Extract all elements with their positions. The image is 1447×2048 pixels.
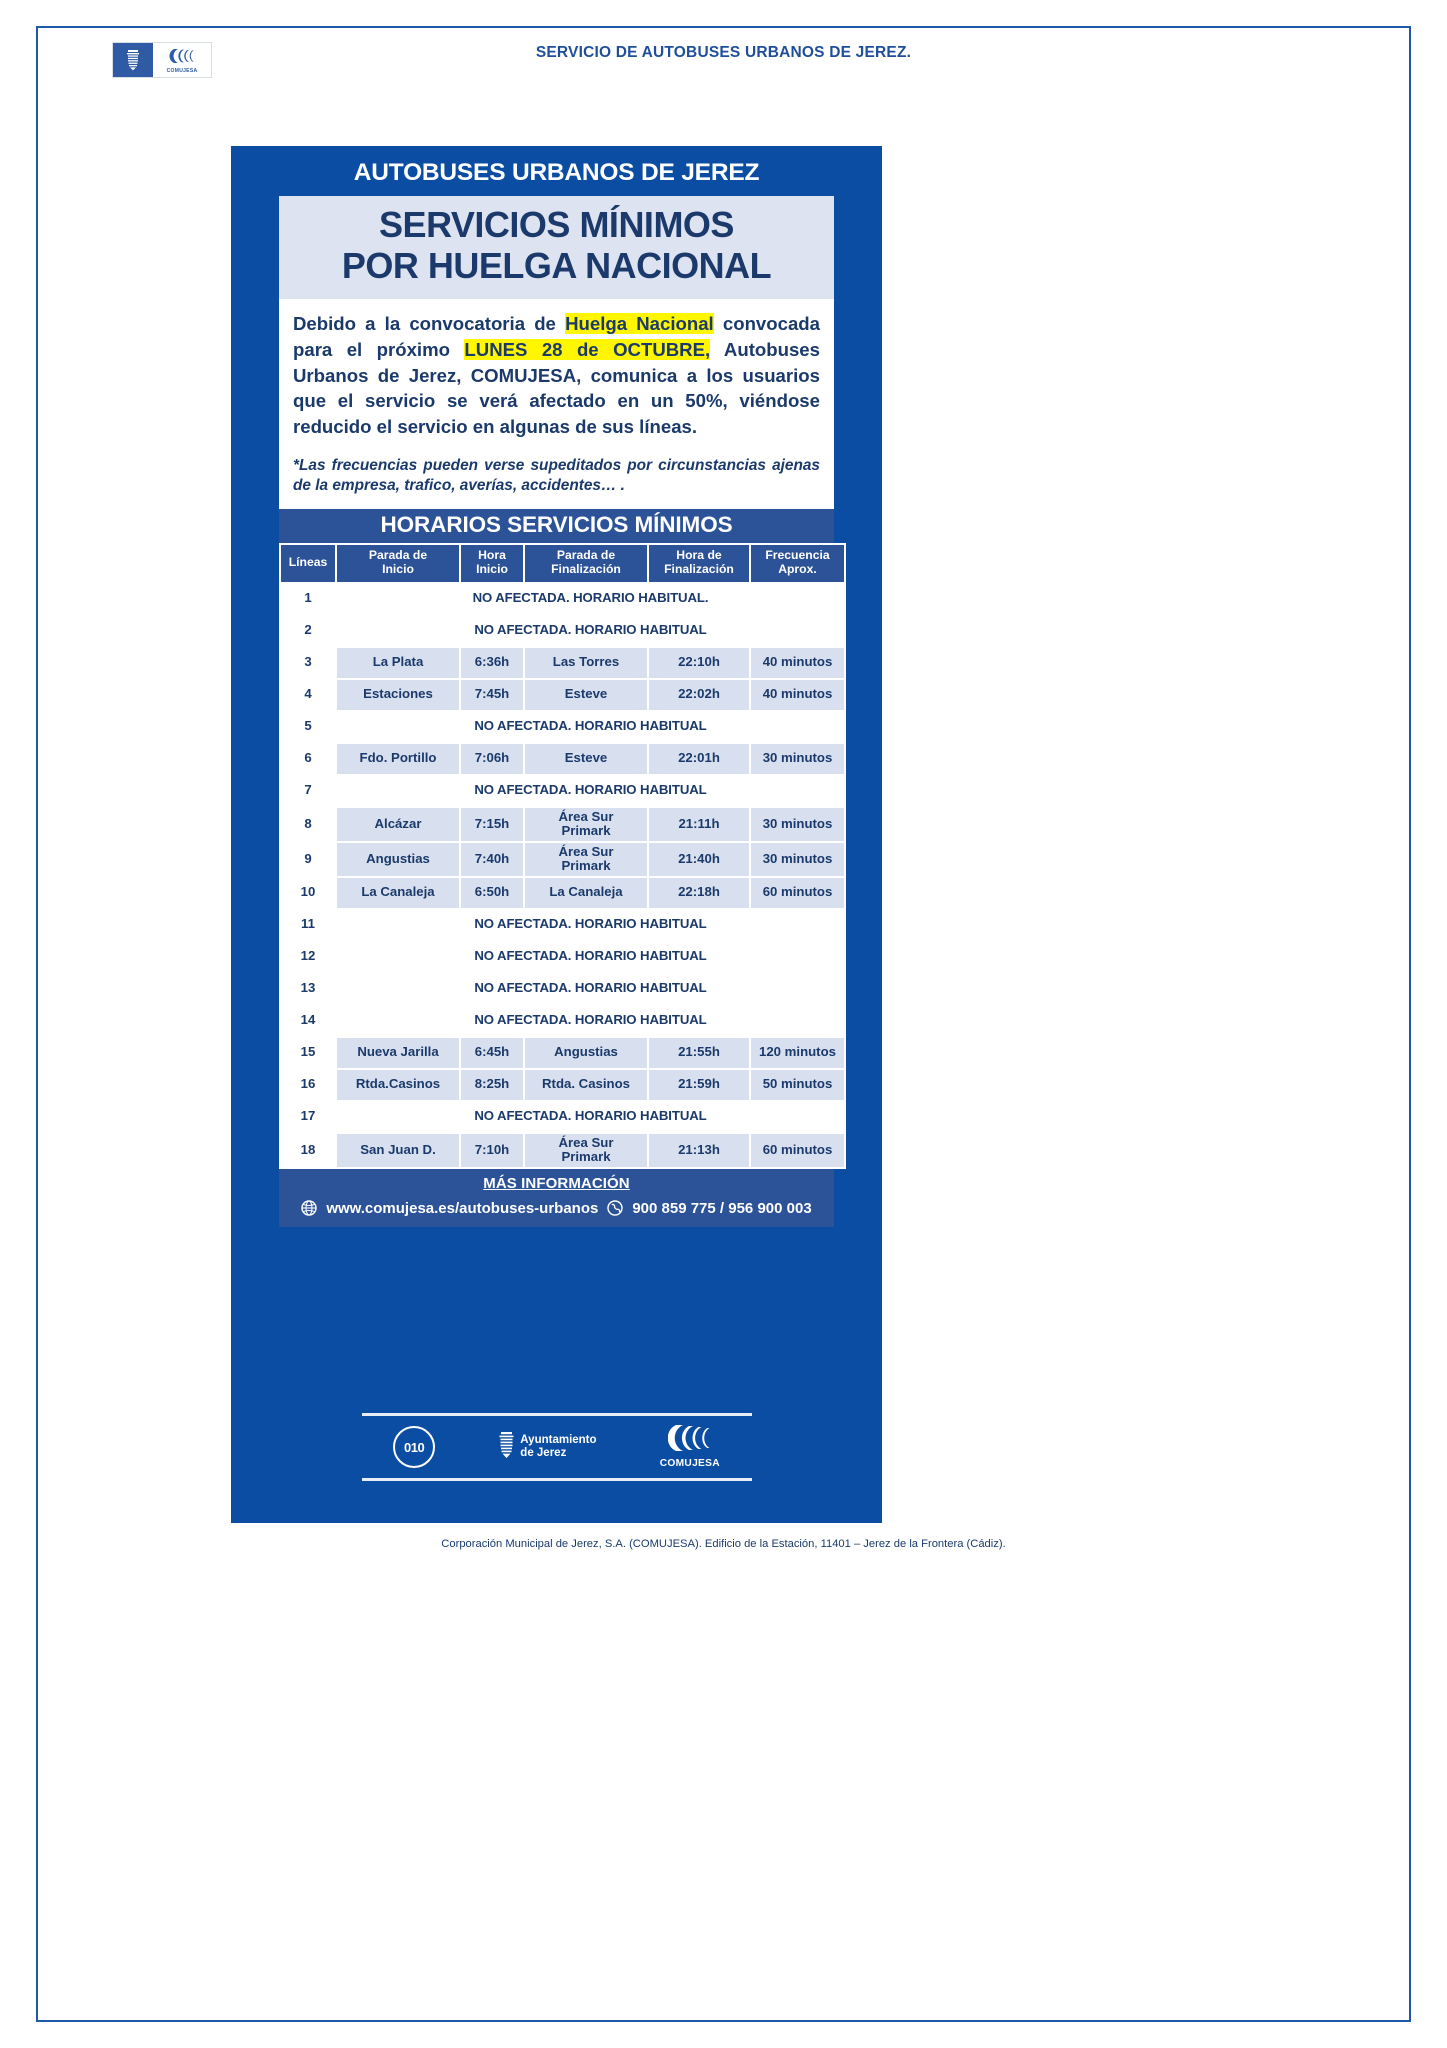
cell-not-affected-notice: NO AFECTADA. HORARIO HABITUAL [337,712,844,742]
cell-start-stop: San Juan D. [337,1134,459,1167]
table-row [281,942,844,972]
cell-start-stop: Rtda.Casinos [337,1070,459,1100]
para-seg-3: Autobuses Urbanos de Jerez, COMUJESA, comunica a los usuarios que el servicio se verá afectado en un 50%, viéndose reducido el servicio en algunas de sus líneas. [293,339,820,437]
cell-end-time: 22:02h [649,680,749,710]
cell-start-time: 6:45h [461,1038,523,1068]
footer-logos-strip [231,1413,882,1481]
contact-row [279,1200,834,1217]
cell-start-stop: La Plata [337,648,459,678]
more-info-band [279,1169,834,1227]
cell-line-number: 13 [281,974,335,1004]
headline-line-1: SERVICIOS MÍNIMOS [379,204,734,245]
schedule-table [279,543,846,1168]
cell-frequency: 40 minutos [751,680,844,710]
table-row [281,808,844,841]
highlight-huelga-nacional: Huelga Nacional [565,313,714,335]
table-row [281,680,844,710]
schedule-table-title: HORARIOS SERVICIOS MÍNIMOS [279,509,834,543]
cell-start-time: 8:25h [461,1070,523,1100]
cell-line-number: 10 [281,878,335,908]
cell-start-time: 7:15h [461,808,523,841]
page-title: SERVICIO DE AUTOBUSES URBANOS DE JEREZ. [535,44,912,61]
legal-fineprint: Corporación Municipal de Jerez, S.A. (COMUJESA). Edificio de la Estación, 11401 – Jerez de la Frontera (Cádiz). [441,1538,1006,1550]
cell-not-affected-notice: NO AFECTADA. HORARIO HABITUAL [337,974,844,1004]
ayto-line-2: de Jerez [520,1447,567,1459]
cell-line-number: 2 [281,616,335,646]
schedule-col-header-4: Parada de Finalización [525,545,647,581]
ayuntamiento-label [520,1434,596,1460]
cell-frequency: 60 minutos [751,878,844,908]
cell-line-number: 8 [281,808,335,841]
logo-ayuntamiento [498,1431,596,1464]
cell-frequency: 120 minutos [751,1038,844,1068]
para-seg-2: convocada para el próximo [293,313,821,360]
cell-not-affected-notice: NO AFECTADA. HORARIO HABITUAL [337,1006,844,1036]
table-row [281,1134,844,1167]
cell-start-time: 7:45h [461,680,523,710]
cell-start-time: 7:06h [461,744,523,774]
table-row [281,1102,844,1132]
cell-end-time: 22:18h [649,878,749,908]
cell-not-affected-notice: NO AFECTADA. HORARIO HABITUAL [337,616,844,646]
cell-frequency: 40 minutos [751,648,844,678]
poster [231,146,882,1523]
table-row [281,648,844,678]
cell-line-number: 6 [281,744,335,774]
cell-start-time: 6:36h [461,648,523,678]
schedule-col-header-3: Hora Inicio [461,545,523,581]
jerez-crest-icon [498,1431,515,1464]
cell-end-stop: La Canaleja [525,878,647,908]
phone-icon [607,1200,623,1216]
announcement-paragraph [293,311,820,439]
cell-line-number: 7 [281,776,335,806]
cell-line-number: 16 [281,1070,335,1100]
table-row [281,878,844,908]
cell-line-number: 14 [281,1006,335,1036]
cell-line-number: 4 [281,680,335,710]
cell-start-stop: Alcázar [337,808,459,841]
comujesa-logo-label: COMUJESA [166,67,198,74]
cell-end-stop: Esteve [525,744,647,774]
cell-start-stop: La Canaleja [337,878,459,908]
schedule-col-header-2: Parada de Inicio [337,545,459,581]
cell-line-number: 18 [281,1134,335,1167]
table-row [281,843,844,876]
cell-line-number: 17 [281,1102,335,1132]
footer-logos [362,1416,752,1478]
comujesa-footer-label: COMUJESA [659,1458,720,1469]
cell-start-time: 6:50h [461,878,523,908]
cell-frequency: 30 minutos [751,808,844,841]
table-row [281,616,844,646]
schedule-header-row [281,545,844,581]
schedule-table-head [281,545,844,581]
cell-frequency: 50 minutos [751,1070,844,1100]
headline-box [279,196,834,299]
cell-frequency: 60 minutos [751,1134,844,1167]
headline-line-2: POR HUELGA NACIONAL [341,244,772,286]
cell-end-time: 22:10h [649,648,749,678]
cell-end-time: 21:55h [649,1038,749,1068]
ayto-line-1: Ayuntamiento [520,1433,597,1446]
cell-end-stop: Rtda. Casinos [525,1070,647,1100]
cell-not-affected-notice: NO AFECTADA. HORARIO HABITUAL [337,910,844,940]
cell-frequency: 30 minutos [751,744,844,774]
cell-frequency: 30 minutos [751,843,844,876]
table-row [281,712,844,742]
cell-end-stop: Esteve [525,680,647,710]
cell-end-time: 21:11h [649,808,749,841]
cell-not-affected-notice: NO AFECTADA. HORARIO HABITUAL [337,776,844,806]
schedule-col-header-1: Líneas [281,545,335,581]
schedule-table-body [281,584,844,1167]
cell-line-number: 1 [281,584,335,614]
para-seg-1: Debido a la convocatoria de [293,313,566,335]
globe-icon [301,1200,317,1216]
logo-comujesa-footer [660,1425,720,1469]
cell-not-affected-notice: NO AFECTADA. HORARIO HABITUAL [337,942,844,972]
table-row [281,1006,844,1036]
cell-end-stop: Angustias [525,1038,647,1068]
cell-line-number: 12 [281,942,335,972]
cell-line-number: 11 [281,910,335,940]
highlight-fecha: LUNES 28 de OCTUBRE, [464,339,711,360]
table-row [281,1038,844,1068]
cell-end-stop: Área Sur Primark [525,843,647,876]
logos-divider-bottom [362,1478,752,1481]
cell-not-affected-notice: NO AFECTADA. HORARIO HABITUAL. [337,584,844,614]
phone-numbers[interactable]: 900 859 775 / 956 900 003 [632,1199,812,1217]
cell-start-stop: Angustias [337,843,459,876]
table-row [281,910,844,940]
body-box [279,299,834,509]
cell-end-time: 21:40h [649,843,749,876]
table-row [281,584,844,614]
schedule-col-header-5: Hora de Finalización [649,545,749,581]
cell-start-stop: Fdo. Portillo [337,744,459,774]
cell-line-number: 5 [281,712,335,742]
cell-start-time: 7:10h [461,1134,523,1167]
table-row [281,776,844,806]
table-row [281,744,844,774]
cell-start-time: 7:40h [461,843,523,876]
cell-line-number: 3 [281,648,335,678]
table-row [281,1070,844,1100]
poster-brand-title: AUTOBUSES URBANOS DE JEREZ [353,159,760,186]
table-row [281,974,844,1004]
cell-not-affected-notice: NO AFECTADA. HORARIO HABITUAL [337,1102,844,1132]
schedule-col-header-6: Frecuencia Aprox. [751,545,844,581]
cell-end-stop: Área Sur Primark [525,808,647,841]
comujesa-waves-icon [668,1425,712,1456]
cell-end-time: 21:59h [649,1070,749,1100]
website-link[interactable]: www.comujesa.es/autobuses-urbanos [326,1199,599,1217]
cell-line-number: 15 [281,1038,335,1068]
logo-010: 010 [393,1426,435,1468]
cell-line-number: 9 [281,843,335,876]
frequency-disclaimer: *Las frecuencias pueden verse supeditados por circunstancias ajenas de la empresa, trafico, averías, accidentes… . [293,456,820,495]
cell-end-stop: Las Torres [525,648,647,678]
cell-start-stop: Estaciones [337,680,459,710]
cell-end-time: 22:01h [649,744,749,774]
cell-end-time: 21:13h [649,1134,749,1167]
cell-end-stop: Área Sur Primark [525,1134,647,1167]
more-info-label: MÁS INFORMACIÓN [483,1174,630,1192]
poster-inner [279,196,834,1227]
cell-start-stop: Nueva Jarilla [337,1038,459,1068]
